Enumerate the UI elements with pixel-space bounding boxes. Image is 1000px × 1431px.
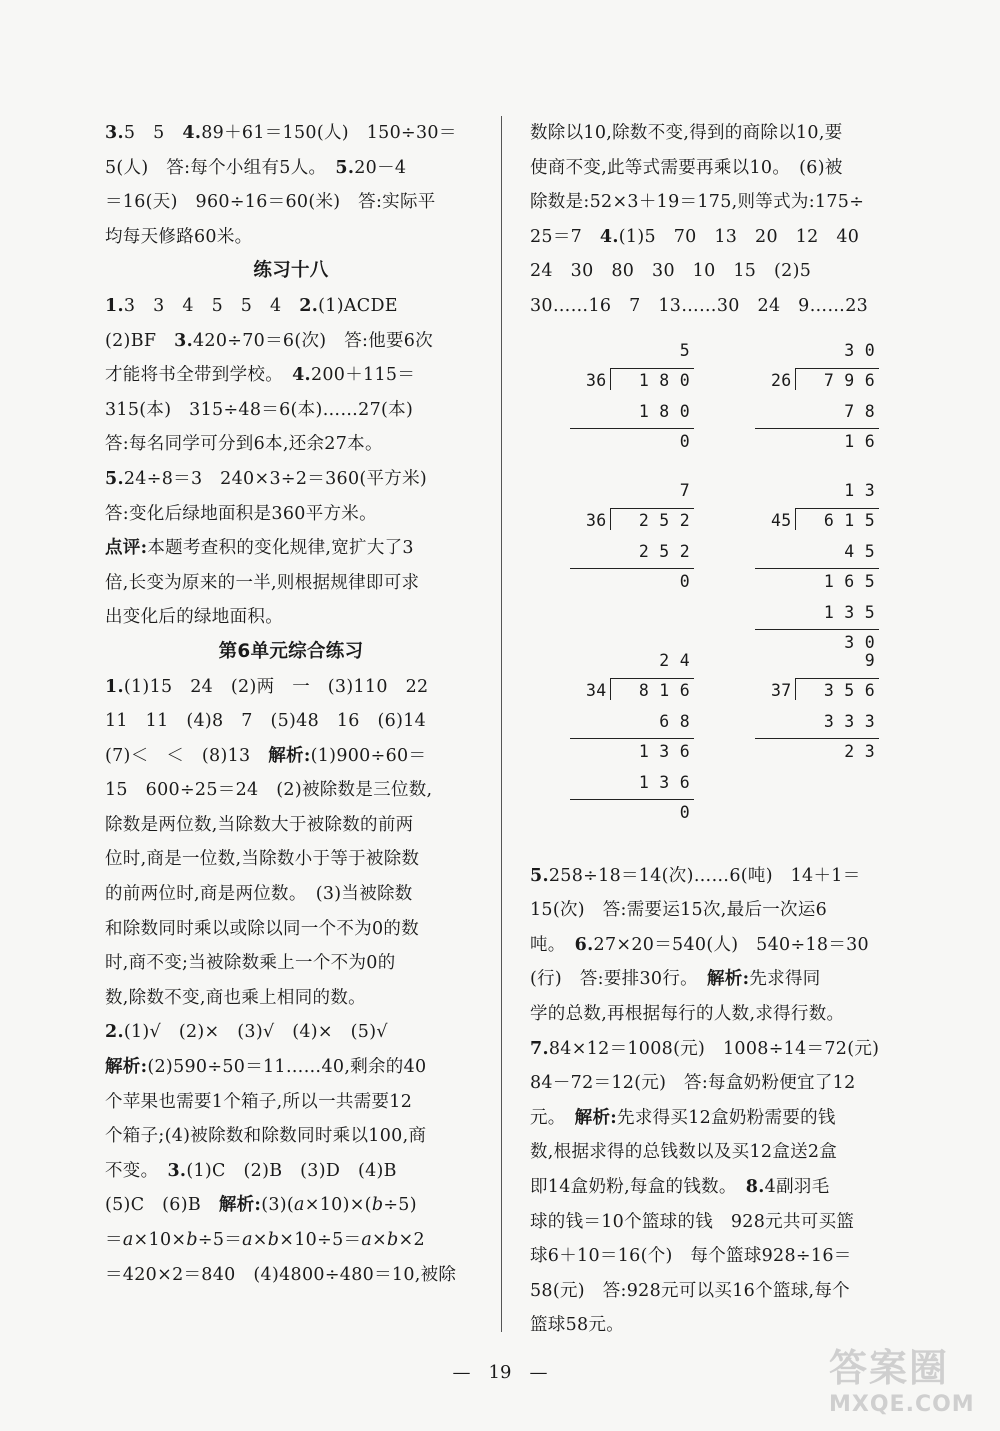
- left-text-line: 315(本) 315÷48＝6(本)……27(本): [105, 399, 414, 420]
- quotient: 5: [679, 340, 690, 360]
- left-text-line: 不变。 3.(1)C (2)B (3)D (4)B: [105, 1160, 397, 1181]
- dividend: 3 5 6: [823, 681, 875, 701]
- divisor: 36: [586, 371, 607, 391]
- quotient: 1 3: [844, 480, 875, 500]
- right-text-line: 球6＋10＝16(个) 每个篮球928÷16＝: [530, 1246, 852, 1267]
- quotient: 9: [864, 650, 875, 670]
- dividend: 7 9 6: [823, 371, 875, 391]
- watermark-top: 答案圈: [829, 1346, 950, 1390]
- right-text-line: 球的钱＝10个篮球的钱 928元共可买篮: [530, 1211, 855, 1232]
- page-footer: — 19 —: [452, 1362, 548, 1383]
- right-column: [530, 116, 902, 1343]
- right-text-line: 24 30 80 30 10 15 (2)5: [530, 261, 812, 282]
- left-text-line: 答:每名同学可分到6本,还余27本。: [105, 434, 383, 455]
- dividend: 8 1 6: [638, 681, 690, 701]
- left-text-line: 均每天修路60米。: [105, 226, 253, 247]
- left-text-line: 1.3 3 4 5 5 4 2.(1)ACDE: [105, 295, 398, 316]
- division-step: 6 8: [659, 711, 690, 731]
- column-divider: [501, 116, 502, 1332]
- left-text-line: 才能将书全带到学校。 4.200＋115＝: [105, 365, 416, 386]
- quotient: 7: [679, 480, 690, 500]
- left-text-line: 3.5 5 4.89＋61＝150(人) 150÷30＝: [105, 123, 457, 143]
- right-text-line: 吨。 6.27×20＝540(人) 540÷18＝30: [530, 934, 869, 955]
- left-text-line: 倍,长变为原来的一半,则根据规律即可求: [105, 572, 420, 593]
- right-text-line: 30……16 7 13……30 24 9……23: [530, 295, 869, 316]
- division-step: 1 6: [844, 432, 875, 452]
- division-step: 1 8 0: [638, 401, 690, 421]
- page-number: 19: [488, 1362, 512, 1383]
- left-text-line: 11 11 (4)8 7 (5)48 16 (6)14: [105, 711, 427, 732]
- division-step: 1 3 6: [638, 742, 690, 762]
- left-text-line: 1.(1)15 24 (2)两 一 (3)110 22: [105, 676, 429, 697]
- dividend: 1 8 0: [638, 371, 690, 391]
- division-step: 0: [679, 432, 690, 452]
- right-text-line: 25＝7 4.(1)5 70 13 20 12 40: [530, 226, 860, 247]
- left-text-line: ＝420×2＝840 (4)4800÷480＝10,被除: [105, 1264, 457, 1285]
- right-text-line: 5.258÷18＝14(次)……6(吨) 14＋1＝: [530, 865, 861, 886]
- right-text-line: 除数是:52×3＋19＝175,则等式为:175÷: [530, 192, 865, 213]
- division-step: 1 6 5: [823, 572, 875, 592]
- quotient: 3 0: [844, 340, 875, 360]
- right-text-line: 篮球58元。: [530, 1315, 625, 1336]
- left-text-line: ＝16(天) 960÷16＝60(米) 答:实际平: [105, 192, 436, 213]
- watermark-logo: [829, 1337, 994, 1427]
- divisor: 45: [771, 511, 792, 531]
- division-step: 3 3 3: [823, 711, 875, 731]
- left-text-line: (2)BF 3.420÷70＝6(次) 答:他要6次: [105, 330, 434, 351]
- division-step: 1 3 5: [823, 602, 875, 622]
- left-text-line: 5.24÷8＝3 240×3÷2＝360(平方米): [105, 468, 428, 489]
- right-text-line: 元。 解析:先求得买12盒奶粉需要的钱: [530, 1107, 836, 1128]
- left-text-line: 时,商不变;当被除数乘上一个不为0的: [105, 953, 396, 974]
- left-text-line: 5(人) 答:每个小组有5人。 5.20－4: [105, 157, 407, 178]
- left-text-line: 答:变化后绿地面积是360平方米。: [105, 503, 377, 524]
- left-text-line: 位时,商是一位数,当除数小于等于被除数: [105, 849, 420, 870]
- long-division-area: [530, 324, 902, 859]
- left-text-line: 15 600÷25＝24 (2)被除数是三位数,: [105, 780, 433, 801]
- dividend: 6 1 5: [823, 511, 875, 531]
- left-text-line: 出变化后的绿地面积。: [105, 607, 283, 628]
- right-text-line: (行) 答:要排30行。 解析:先求得同: [530, 969, 821, 990]
- left-text-line: 和除数同时乘以或除以同一个不为0的数: [105, 918, 420, 939]
- right-text-line: 学的总数,再根据每行的人数,求得行数。: [530, 1003, 845, 1024]
- left-text-line: 2.(1)√ (2)× (3)√ (4)× (5)√: [105, 1022, 388, 1043]
- right-text-line: 即14盒奶粉,每盒的钱数。 8.4副羽毛: [530, 1176, 830, 1197]
- divisor: 34: [586, 681, 607, 701]
- divisor: 37: [771, 681, 792, 701]
- right-top-text: [530, 116, 902, 324]
- left-text-line: 点评:本题考查积的变化规律,宽扩大了3: [105, 538, 414, 559]
- left-text-line: 个苹果也需要1个箱子,所以一共需要12: [105, 1091, 413, 1112]
- division-step: 0: [679, 572, 690, 592]
- left-column: [105, 116, 477, 1292]
- right-text-line: 58(元) 答:928元可以买16个篮球,每个: [530, 1280, 850, 1301]
- right-text-line: 84－72＝12(元) 答:每盒奶粉便宜了12: [530, 1073, 856, 1094]
- left-text-line: (7)＜ ＜ (8)13 解析:(1)900÷60＝: [105, 745, 427, 766]
- left-text-line: 的前两位时,商是两位数。 (3)当被除数: [105, 884, 413, 905]
- division-step: 7 8: [844, 401, 875, 421]
- right-text-line: 使商不变,此等式需要再乘以10。 (6)被: [530, 157, 843, 178]
- left-text-line: 解析:(2)590÷50＝11……40,剩余的40: [105, 1057, 427, 1078]
- right-bottom-text: [530, 859, 902, 1343]
- division-step: 3 0: [844, 633, 875, 653]
- division-step: 0: [679, 803, 690, 823]
- left-text-line: (5)C (6)B 解析:(3)(a×10)×(b÷5): [105, 1195, 417, 1216]
- division-step: 2 5 2: [638, 541, 690, 561]
- section-heading: 练习十八: [253, 260, 329, 282]
- section-heading: 第6单元综合练习: [218, 640, 364, 662]
- division-step: 4 5: [844, 541, 875, 561]
- quotient: 2 4: [659, 650, 690, 670]
- divisor: 26: [771, 371, 792, 391]
- left-text-line: ＝a×10×b÷5＝a×b×10÷5＝a×b×2: [105, 1230, 425, 1250]
- right-text-line: 数,根据求得的总钱数以及买12盒送2盒: [530, 1142, 838, 1163]
- right-text-line: 数除以10,除数不变,得到的商除以10,要: [530, 123, 843, 143]
- left-text-line: 个箱子;(4)被除数和除数同时乘以100,商: [105, 1126, 427, 1147]
- left-text-line: 除数是两位数,当除数大于被除数的前两: [105, 814, 414, 835]
- division-step: 1 3 6: [638, 772, 690, 792]
- watermark-bottom: MXQE.COM: [829, 1392, 975, 1417]
- right-text-line: 7.84×12＝1008(元) 1008÷14＝72(元): [530, 1038, 880, 1059]
- left-text-line: 数,除数不变,商也乘上相同的数。: [105, 987, 366, 1008]
- division-step: 2 3: [844, 742, 875, 762]
- right-text-line: 15(次) 答:需要运15次,最后一次运6: [530, 900, 828, 921]
- divisor: 36: [586, 511, 607, 531]
- dividend: 2 5 2: [638, 511, 690, 531]
